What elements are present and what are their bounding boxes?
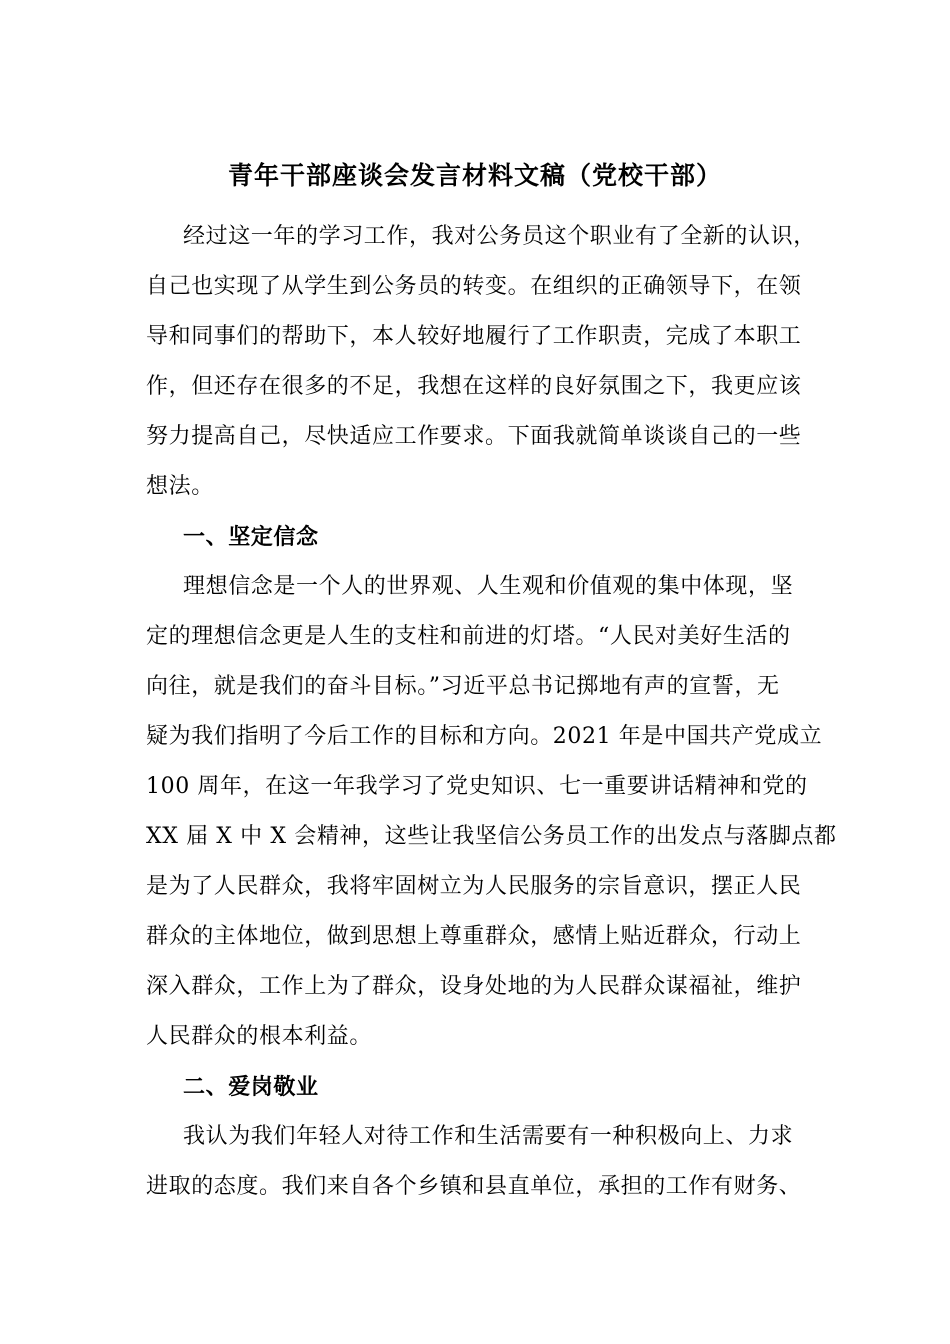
paragraph-line: 疑为我们指明了今后工作的目标和方向。2021 年是中国共产党成立 (146, 724, 823, 749)
paragraph-line: 100 周年，在这一年我学习了党史知识、七一重要讲话精神和党的 (146, 774, 808, 799)
paragraph-line: 经过这一年的学习工作，我对公务员这个职业有了全新的认识， (183, 224, 816, 249)
paragraph-line: 作，但还存在很多的不足，我想在这样的良好氛围之下，我更应该 (146, 374, 802, 399)
section-heading: 二、爱岗敬业 (183, 1074, 319, 1100)
paragraph-line: 是为了人民群众，我将牢固树立为人民服务的宗旨意识，摆正人民 (146, 874, 802, 899)
paragraph-line: 向往，就是我们的奋斗目标。”习近平总书记掷地有声的宣誓，无 (146, 674, 780, 699)
document-title: 青年干部座谈会发言材料文稿（党校干部） (227, 161, 722, 190)
paragraph-line: 深入群众，工作上为了群众，设身处地的为人民群众谋福祉，维护 (146, 974, 802, 999)
paragraph-line: XX 届 X 中 X 会精神，这些让我坚信公务员工作的出发点与落脚点都 (146, 824, 837, 849)
paragraph-line: 导和同事们的帮助下，本人较好地履行了工作职责，完成了本职工 (146, 324, 802, 349)
paragraph-line: 努力提高自己，尽快适应工作要求。下面我就简单谈谈自己的一些 (146, 424, 802, 449)
section-heading: 一、坚定信念 (183, 524, 319, 550)
paragraph-line: 想法。 (146, 474, 214, 499)
paragraph-line: 定的理想信念更是人生的支柱和前进的灯塔。“人民对美好生活的 (146, 624, 791, 649)
paragraph-line: 理想信念是一个人的世界观、人生观和价值观的集中体现，坚 (183, 574, 794, 599)
paragraph-line: 自己也实现了从学生到公务员的转变。在组织的正确领导下，在领 (146, 274, 802, 299)
paragraph-line: 群众的主体地位，做到思想上尊重群众，感情上贴近群众，行动上 (146, 924, 802, 949)
paragraph-line: 人民群众的根本利益。 (146, 1024, 373, 1049)
paragraph-line: 进取的态度。我们来自各个乡镇和县直单位，承担的工作有财务、 (146, 1174, 802, 1199)
paragraph-line: 我认为我们年轻人对待工作和生活需要有一种积极向上、力求 (183, 1124, 794, 1149)
